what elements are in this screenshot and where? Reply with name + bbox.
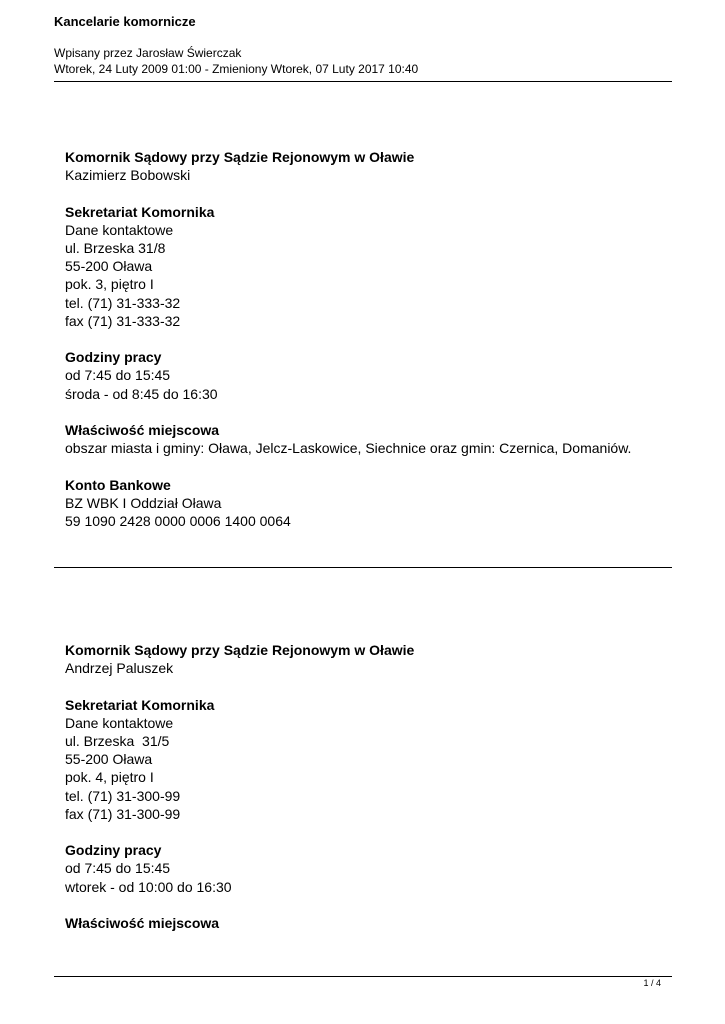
- footer-divider: [54, 976, 672, 977]
- postal-city: 55-200 Oława: [65, 258, 153, 275]
- page-title: Kancelarie komornicze: [54, 14, 196, 29]
- bank-heading: Konto Bankowe: [65, 476, 171, 493]
- bank-name: BZ WBK I Oddział Oława: [65, 494, 222, 511]
- hours-special: wtorek - od 10:00 do 16:30: [65, 878, 232, 895]
- hours-regular: od 7:45 do 15:45: [65, 860, 171, 877]
- secretariat-heading: Sekretariat Komornika: [65, 696, 215, 713]
- postal-city: 55-200 Oława: [65, 751, 153, 768]
- court-heading: Komornik Sądowy przy Sądzie Rejonowym w Oławie: [65, 149, 415, 165]
- street-address: ul. Brzeska 31/5: [65, 733, 170, 749]
- bailiff-name: Andrzej Paluszek: [65, 660, 174, 677]
- bailiff-name: Kazimierz Bobowski: [65, 167, 191, 184]
- bank-account: 59 1090 2428 0000 0006 1400 0064: [65, 513, 291, 529]
- court-heading: Komornik Sądowy przy Sądzie Rejonowym w Oławie: [65, 642, 415, 658]
- hours-special: środa - od 8:45 do 16:30: [65, 385, 218, 402]
- fax-number: fax (71) 31-300-99: [65, 805, 181, 822]
- street-address: ul. Brzeska 31/8: [65, 240, 166, 256]
- jurisdiction-text: obszar miasta i gminy: Oława, Jelcz-Laskowice, Siechnice oraz gmin: Czernica, Domaniów.: [65, 440, 632, 457]
- jurisdiction-heading: Właściwość miejscowa: [65, 915, 220, 931]
- fax-number: fax (71) 31-333-32: [65, 312, 181, 329]
- hours-heading: Godziny pracy: [65, 349, 162, 366]
- jurisdiction-heading: Właściwość miejscowa: [65, 422, 220, 438]
- author-line: Wpisany przez Jarosław Świerczak: [54, 46, 242, 60]
- hours-regular: od 7:45 do 15:45: [65, 367, 171, 384]
- page-number: 1 / 4: [643, 978, 661, 988]
- bailiff-entry: [65, 641, 685, 932]
- dates-line: Wtorek, 24 Luty 2009 01:00 - Zmieniony Wtorek, 07 Luty 2017 10:40: [54, 62, 419, 76]
- phone-number: tel. (71) 31-300-99: [65, 787, 181, 804]
- contact-label: Dane kontaktowe: [65, 714, 174, 731]
- bailiff-entry: [65, 148, 685, 530]
- secretariat-heading: Sekretariat Komornika: [65, 203, 215, 220]
- header-divider: [54, 81, 672, 82]
- phone-number: tel. (71) 31-333-32: [65, 294, 181, 311]
- hours-heading: Godziny pracy: [65, 842, 162, 859]
- room-floor: pok. 4, piętro I: [65, 769, 154, 786]
- contact-label: Dane kontaktowe: [65, 221, 174, 238]
- room-floor: pok. 3, piętro I: [65, 276, 154, 293]
- entry-divider: [54, 567, 672, 568]
